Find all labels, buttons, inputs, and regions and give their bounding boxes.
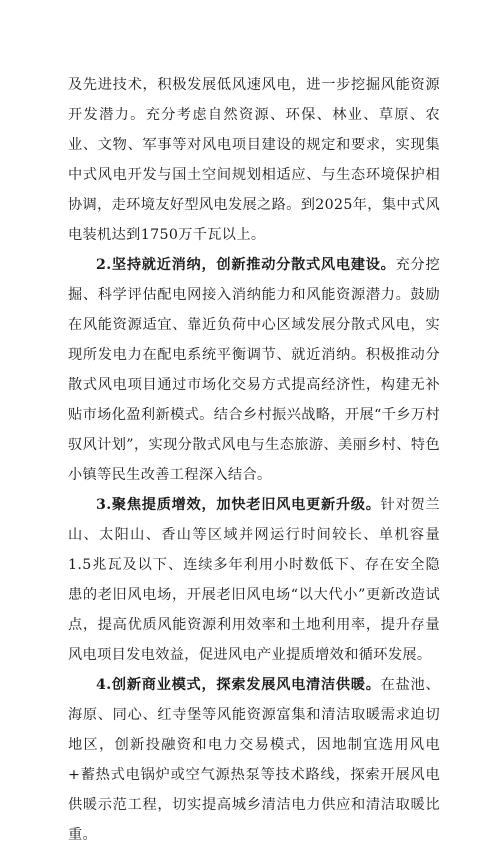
paragraph-4 [68,670,440,850]
paragraph-2-heading: 2.坚持就近消纳，创新推动分散式风电建设。 [96,257,396,273]
paragraph-2 [68,250,440,490]
paragraph-3 [68,490,440,670]
paragraph-4-text: 在盐池、海原、同心、红寺堡等风能资源富集和清洁取暖需求迫切地区，创新投融资和电力交易模式，因地制宜选用风电+蓄热式电锅炉或空气源热泵等技术路线，探索开展风电供暖示范工程，切实提高城乡清洁电力供应和清洁取暖比重。 [68,677,441,843]
paragraph-1-text: 及先进技术，积极发展低风速风电，进一步挖掘风能资源开发潜力。充分考虑自然资源、环保、林业、草原、农业、文物、军事等对风电项目建设的规定和要求，实现集中式风电开发与国土空间规划相适应、与生态环境保护相协调，走环境友好型风电发展之路。到2025年，集中式风电装机达到1750万千瓦以上。 [68,77,440,243]
paragraph-1 [68,70,440,250]
paragraph-4-heading: 4.创新商业模式，探索发展风电清洁供暖。 [96,677,381,693]
document-body [68,70,440,850]
paragraph-2-text: 充分挖掘、科学评估配电网接入消纳能力和风能资源潜力。鼓励在风能资源适宜、靠近负荷中心区域发展分散式风电，实现所发电力在配电系统平衡调节、就近消纳。积极推动分散式风电项目通过市场化交易方式提高经济性，构建无补贴市场化盈利新模式。结合乡村振兴战略，开展“千乡万村驭风计划”，实现分散式风电与生态旅游、美丽乡村、特色小镇等民生改善工程深入结合。 [68,257,440,483]
paragraph-3-heading: 3.聚焦提质增效，加快老旧风电更新升级。 [96,497,381,513]
paragraph-3-text: 针对贺兰山、太阳山、香山等区域并网运行时间较长、单机容量1.5兆瓦及以下、连续多年利用小时数低下、存在安全隐患的老旧风电场，开展老旧风电场“以大代小”更新改造试点，提高优质风能资源利用效率和土地利用率，提升存量风电项目发电效益，促进风电产业提质增效和循环发展。 [68,497,441,663]
